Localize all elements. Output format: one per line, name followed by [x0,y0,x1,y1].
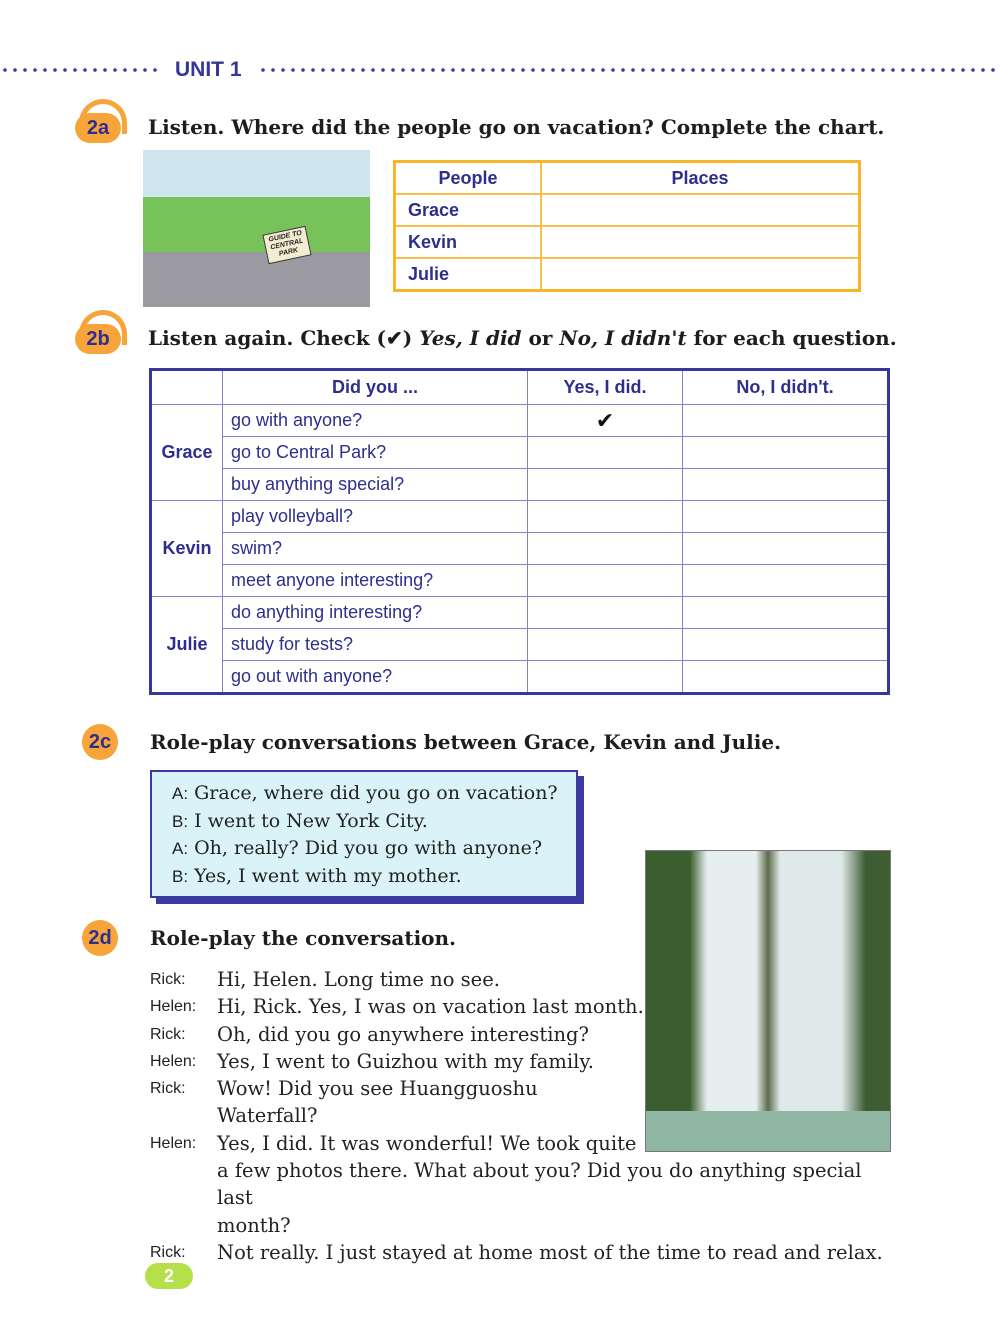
table-row [151,469,889,501]
speaker: Rick: [150,971,186,988]
no-cell[interactable] [683,469,889,501]
yes-cell[interactable] [528,565,683,597]
conversation-line: A: Grace, where did you go on vacation? [172,782,558,804]
place-cell[interactable] [541,226,860,258]
person: Julie [395,258,542,291]
speaker: Rick: [150,1243,186,1261]
line-text: Hi, Rick. Yes, I was on vacation last month. [217,995,644,1019]
question: meet anyone interesting? [223,565,528,597]
question: study for tests? [223,629,528,661]
speaker [150,1212,217,1239]
line-text: Yes, I went to Guizhou with my family. [217,1049,594,1073]
table-row [151,533,889,565]
no-cell[interactable] [683,597,889,629]
line-text: Not really. I just stayed at home most of the time to read and relax. [217,1240,883,1264]
person-name: Grace [151,405,223,501]
dialogue-line [150,966,890,993]
badge-2c: 2c [82,724,118,760]
col-yes: Yes, I did. [528,370,683,405]
yes-cell[interactable] [528,629,683,661]
question: go out with anyone? [223,661,528,694]
dialogue-line [150,1021,890,1048]
question: go with anyone? [223,405,528,437]
dialogue-line [150,1102,890,1129]
dialogue-line [150,1048,890,1075]
yes-cell[interactable] [528,437,683,469]
dialogue-line [150,1157,890,1212]
dialogue [150,966,890,1266]
dialogue-line [150,1075,890,1102]
no-cell[interactable] [683,629,889,661]
question: play volleyball? [223,501,528,533]
dotted-rule [258,68,1000,72]
place-cell[interactable] [541,258,860,291]
place-cell[interactable] [541,194,860,226]
table-row [151,437,889,469]
unit-title: UNIT 1 [175,58,242,81]
question: do anything interesting? [223,597,528,629]
line-text: Yes, I did. It was wonderful! We took quite [217,1131,637,1155]
central-park-illustration [143,150,370,307]
question: swim? [223,533,528,565]
line-text: month? [217,1213,291,1237]
col-people: People [395,162,542,195]
conversation-line: B: I went to New York City. [172,809,428,832]
table-row [151,405,889,437]
dotted-rule [0,68,160,72]
yes-cell[interactable] [528,597,683,629]
speaker: Rick: [150,1080,186,1098]
dialogue-line [150,993,890,1020]
table-row [151,661,889,694]
line-text: Wow! Did you see Huangguoshu [217,1077,538,1101]
line-text: a few photos there. What about you? Did you do anything special last [217,1159,862,1210]
speaker [150,1157,217,1212]
dialogue-line [150,1212,890,1239]
person: Grace [395,194,542,226]
yes-cell[interactable] [528,469,683,501]
heading-2c: Role-play conversations between Grace, Kevin and Julie. [150,730,782,754]
park-guide-sign: GUIDE TO CENTRAL PARK [262,226,311,264]
question: go to Central Park? [223,437,528,469]
table-row [151,501,889,533]
check-table [149,368,890,695]
no-cell[interactable] [683,565,889,597]
line-text: Waterfall? [217,1104,318,1128]
yes-cell[interactable] [528,501,683,533]
no-cell[interactable] [683,405,889,437]
dialogue-line [150,1239,890,1266]
no-cell[interactable] [683,501,889,533]
speaker: Helen: [150,998,197,1016]
no-cell[interactable] [683,437,889,469]
table-row [151,597,889,629]
person: Kevin [395,226,542,258]
badge-2b: 2b [75,324,121,354]
yes-cell[interactable] [528,661,683,694]
heading-2a: Listen. Where did the people go on vacation? Complete the chart. [148,115,885,139]
speaker: Helen: [150,1134,197,1152]
yes-cell[interactable]: ✔ [528,405,683,437]
line-text: Oh, did you go anywhere interesting? [217,1022,589,1046]
badge-2a: 2a [75,113,121,143]
col-no: No, I didn't. [683,370,889,405]
person-name: Kevin [151,501,223,597]
table-row [151,629,889,661]
person-name: Julie [151,597,223,694]
conversation-box [150,770,578,898]
heading-2b: Listen again. Check (✔) Yes, I did or No, I didn't for each question. [148,326,897,350]
table-row [151,565,889,597]
yes-cell[interactable] [528,533,683,565]
badge-2d: 2d [82,920,118,956]
conversation-line: B: Yes, I went with my mother. [172,864,462,887]
line-text: Hi, Helen. Long time no see. [217,968,500,991]
no-cell[interactable] [683,661,889,694]
no-cell[interactable] [683,533,889,565]
speaker: Helen: [150,1052,197,1070]
places-chart [393,160,861,292]
dialogue-line [150,1130,890,1157]
col-places: Places [541,162,860,195]
col-did-you: Did you ... [223,370,528,405]
page-number: 2 [145,1263,193,1289]
conversation-line: A: Oh, really? Did you go with anyone? [172,837,543,859]
speaker: Rick: [150,1025,186,1043]
speaker [150,1102,217,1129]
question: buy anything special? [223,469,528,501]
heading-2d: Role-play the conversation. [150,926,457,950]
